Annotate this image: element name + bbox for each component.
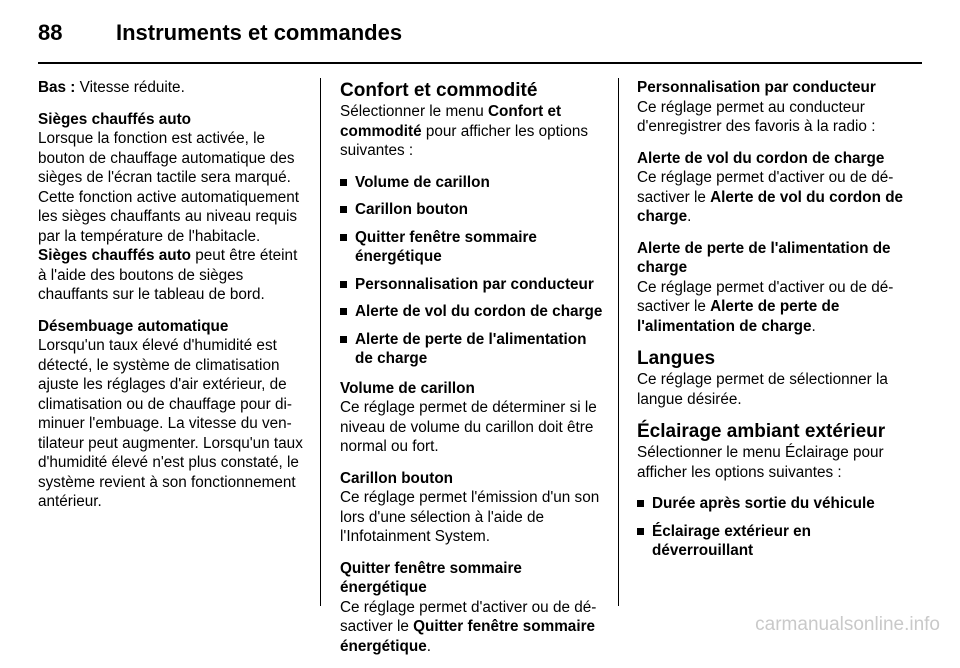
sieges-section xyxy=(38,110,306,305)
perso-heading: Personnalisation par conducteur xyxy=(637,79,876,96)
eclairage-text: Sélectionner le menu Éclairage pour afficher les options suivantes : xyxy=(637,444,884,481)
langues-section xyxy=(637,348,905,409)
langues-title: Langues xyxy=(637,348,716,369)
eclairage-options-list xyxy=(637,494,905,561)
vol-heading: Alerte de vol du cordon de charge xyxy=(637,149,885,167)
bas-paragraph xyxy=(38,78,306,98)
volume-heading: Volume de carillon xyxy=(340,379,475,397)
bas-label: Bas : xyxy=(38,79,76,96)
quitter-bold: Quitter fenêtre sommaire énergétique xyxy=(340,618,596,655)
confort-intro-2: pour afficher les options suivantes : xyxy=(340,122,588,159)
desembuage-section xyxy=(38,317,306,512)
list-item: Personnalisation par conducteur xyxy=(340,275,604,295)
desembuage-text: Lorsqu'un taux élevé d'humidité est détecté, le système de climatisation ajuste les réglages d'air extérieur, de climatisation ou de chauffage pour diminuer l'embuage. La vitesse du ventilateur peut augmenter. Lorsqu'un taux d'humidité élevé n'est plus constaté, le système revient à son fonctionnement antérieur. xyxy=(38,337,303,510)
page-title: Instruments et commandes xyxy=(116,20,403,45)
list-item: Carillon bouton xyxy=(340,200,604,220)
perte-heading: Alerte de perte de l'alimentation de charge xyxy=(637,239,891,276)
volume-section xyxy=(340,379,604,457)
perte-section xyxy=(637,239,905,337)
column-1 xyxy=(38,78,306,524)
desembuage-heading: Désembuage automatique xyxy=(38,317,229,335)
list-item: Éclairage extérieur en déverrouillant xyxy=(637,522,905,561)
vol-text-2: . xyxy=(687,208,692,225)
quitter-text-2: . xyxy=(426,637,431,655)
list-item: Volume de carillon xyxy=(340,173,604,193)
vol-bold: Alerte de vol du cordon de charge xyxy=(637,188,904,225)
column-2 xyxy=(340,78,604,668)
column-divider-2 xyxy=(618,78,619,606)
sieges-text-1: Lorsque la fonction est activée, le bouton de chauffage automatique des sièges de l'écran tactile sera marqué. Cette fonction active automatiquement les sièges chauffants au niveau requis par la température de l'habitacle. xyxy=(38,130,300,245)
carillon-text: Ce réglage permet l'émission d'un son lors d'une sélection à l'aide de l'Infotainment System. xyxy=(340,489,600,545)
watermark: carmanualsonline.info xyxy=(755,614,940,635)
carillon-section xyxy=(340,469,604,547)
list-item: Durée après sortie du véhicule xyxy=(637,494,905,514)
confort-intro xyxy=(340,102,604,161)
confort-intro-1: Sélectionner le menu xyxy=(340,103,488,120)
langues-text: Ce réglage permet de sélectionner la langue désirée. xyxy=(637,371,888,408)
column-divider-1 xyxy=(320,78,321,606)
list-item: Quitter fenêtre sommaire énergétique xyxy=(340,228,604,267)
quitter-heading: Quitter fenêtre sommaire énergétique xyxy=(340,559,522,596)
perso-section xyxy=(637,78,905,137)
sieges-bold: Sièges chauffés auto xyxy=(38,247,192,264)
sieges-heading: Sièges chauffés auto xyxy=(38,110,192,128)
eclairage-title: Éclairage ambiant extérieur xyxy=(637,421,886,442)
list-item: Alerte de vol du cordon de charge xyxy=(340,302,604,322)
carillon-heading: Carillon bouton xyxy=(340,469,454,487)
perte-text-2: . xyxy=(811,317,816,335)
header-rule xyxy=(38,62,922,64)
perso-text: Ce réglage permet au conducteur d'enregistrer des favoris à la radio : xyxy=(637,98,876,135)
quitter-text-1: Ce réglage permet d'activer ou de désactiver le xyxy=(340,598,597,635)
confort-section-title: Confort et commodité xyxy=(340,80,538,101)
page-header xyxy=(38,20,402,46)
confort-intro-bold: Confort et commodité xyxy=(340,103,562,140)
page-number: 88 xyxy=(38,20,63,45)
perte-bold: Alerte de perte de l'alimentation de charge xyxy=(637,298,840,335)
quitter-section xyxy=(340,559,604,657)
bas-text: Vitesse réduite. xyxy=(75,79,185,96)
perte-text-1: Ce réglage permet d'activer ou de désactiver le xyxy=(637,278,894,315)
sieges-text-2: peut être éteint à l'aide des boutons de sièges chauffants sur le tableau de bord. xyxy=(38,247,298,303)
list-item: Alerte de perte de l'alimentation de charge xyxy=(340,330,604,369)
column-3 xyxy=(637,78,905,571)
confort-options-list xyxy=(340,173,604,369)
volume-text: Ce réglage permet de déterminer si le niveau de volume du carillon doit être normal ou fort. xyxy=(340,399,597,455)
vol-section xyxy=(637,149,905,227)
vol-text-1: Ce réglage permet d'activer ou de désactiver le xyxy=(637,169,894,206)
